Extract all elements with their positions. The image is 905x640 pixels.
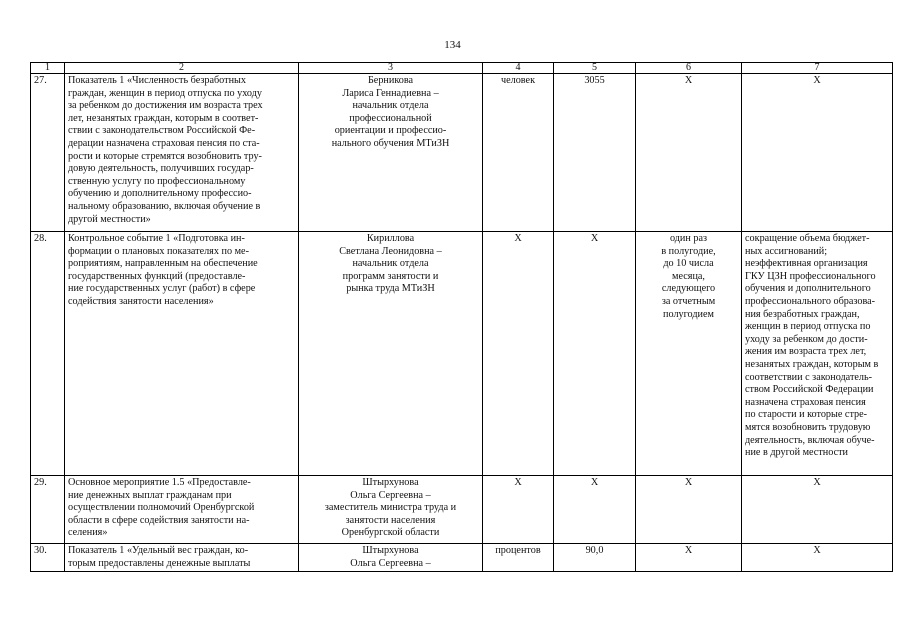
text-line: роприятиям, направленным на обеспечение [68, 258, 258, 270]
monitoring-table [30, 62, 893, 572]
text-line: ственную услугу по профессиональному [68, 175, 246, 187]
text-line: обучению и дополнительному профессио- [68, 188, 252, 200]
text-line: лет, незанятых граждан, которым в соответ- [68, 112, 259, 124]
text-line: Штырхунова [362, 545, 419, 556]
text-line: до 10 числа [663, 258, 714, 270]
text-line: области в сфере содействия занятости на- [68, 514, 250, 526]
text-line: Показатель 1 «Удельный вес граждан, ко- [68, 545, 249, 556]
text-line: рости и которые стремятся возобновить тру- [68, 150, 262, 162]
text-line: Основное мероприятие 1.5 «Предоставле- [68, 477, 251, 488]
text-line: за отчетным [661, 295, 716, 307]
responsible-cell [299, 74, 483, 232]
value-cell: 3055 [554, 74, 636, 232]
column-number: 5 [554, 63, 636, 74]
text-line: занятости населения [345, 514, 436, 526]
text-line: Оренбургской области [341, 527, 440, 539]
text-line: государственных функций (предоставле- [68, 270, 246, 282]
text-line: Х [684, 545, 693, 556]
item-name-cell [65, 232, 299, 476]
text-line: соответствии с законодатель- [745, 371, 873, 383]
item-name-cell [65, 544, 299, 572]
text-line: ных ассигнований; [745, 245, 828, 257]
text-line: полугодием [663, 308, 714, 320]
text-line: ориентации и профессио- [334, 125, 447, 137]
responsible-cell [299, 232, 483, 476]
text-line: торым предоставлены денежные выплаты [68, 557, 251, 569]
risk-cell [742, 476, 893, 544]
text-line: ние денежных выплат гражданам при [68, 489, 232, 501]
responsible-cell [299, 476, 483, 544]
text-line: заместитель министра труда и [324, 502, 457, 514]
table-row [31, 74, 893, 232]
risk-cell [742, 74, 893, 232]
text-line: назначена страховая пенсия [745, 396, 866, 408]
text-line: профессиональной [349, 112, 432, 124]
unit-cell: Х [483, 232, 554, 476]
responsible-cell [299, 544, 483, 572]
text-line: рынка труда МТиЗН [346, 283, 435, 295]
text-line: Х [813, 545, 821, 556]
unit-cell: процентов [483, 544, 554, 572]
deadline-cell [636, 476, 742, 544]
text-line: Х [813, 477, 821, 488]
text-line: обучения и дополнительного [745, 283, 871, 295]
page-number: 134 [444, 39, 461, 51]
row-number: 30. [31, 544, 65, 572]
table-row [31, 476, 893, 544]
column-number: 3 [299, 63, 483, 74]
column-number: 1 [31, 63, 65, 74]
text-line: нальному образованию, включая обучение в [68, 200, 261, 212]
text-line: Х [813, 75, 821, 86]
text-line: нального обучения МТиЗН [331, 137, 450, 149]
text-line: жения им возраста трех лет, [745, 346, 867, 358]
value-cell: Х [554, 232, 636, 476]
text-line: мятся возобновить трудовую [745, 421, 871, 433]
column-number: 2 [65, 63, 299, 74]
text-line: ние в другой местности [745, 447, 849, 459]
deadline-cell [636, 74, 742, 232]
text-line: селения» [68, 527, 108, 539]
text-line: Показатель 1 «Численность безработных [68, 75, 246, 86]
text-line: довую деятельность, получивших государ- [68, 163, 254, 175]
unit-cell: человек [483, 74, 554, 232]
text-line: женщин в период отпуска по [745, 321, 871, 333]
text-line: уходу за ребенком до дости- [745, 333, 868, 345]
column-number: 6 [636, 63, 742, 74]
row-number: 27. [31, 74, 65, 232]
column-number: 7 [742, 63, 893, 74]
row-number: 29. [31, 476, 65, 544]
text-line: неэффективная организация [745, 258, 868, 270]
row-number: 28. [31, 232, 65, 476]
text-line: незанятых граждан, которым в [745, 358, 879, 370]
text-line: формации о плановых показателях по ме- [68, 245, 249, 257]
column-number-row [31, 63, 893, 74]
text-line: по старости и которые стре- [745, 409, 868, 421]
text-line: следующего [661, 283, 716, 295]
text-line: Кириллова [366, 233, 415, 244]
table-row [31, 544, 893, 572]
text-line: ние государственных услуг (работ) в сфере [68, 283, 256, 295]
text-line: программ занятости и [342, 270, 439, 282]
text-line: месяца, [672, 270, 705, 282]
text-line: другой местности» [68, 213, 151, 225]
deadline-cell [636, 544, 742, 572]
text-line: Ольга Сергеевна – [350, 489, 431, 501]
text-line: начальник отдела [352, 258, 429, 270]
text-line: Х [684, 477, 693, 488]
value-cell: 90,0 [554, 544, 636, 572]
risk-cell [742, 232, 893, 476]
text-line: Контрольное событие 1 «Подготовка ин- [68, 233, 245, 244]
text-line: ством Российской Федерации [745, 384, 874, 396]
text-line: сокращение объема бюджет- [745, 233, 870, 244]
text-line: ствии с законодательством Российской Фе- [68, 125, 256, 137]
text-line: осуществлении полномочий Оренбургской [68, 502, 255, 514]
text-line: профессионального образова- [745, 295, 876, 307]
table-row [31, 232, 893, 476]
text-line: в полугодие, [661, 245, 716, 257]
text-line: ния безработных граждан, [745, 308, 860, 320]
text-line: Лариса Геннадиевна – [342, 87, 439, 99]
text-line: граждан, женщин в период отпуска по уходу [68, 87, 262, 99]
text-line: за ребенком до достижения им возраста трех [68, 100, 263, 112]
text-line: один раз [669, 233, 708, 244]
risk-cell [742, 544, 893, 572]
text-line: начальник отдела [352, 100, 429, 112]
column-number: 4 [483, 63, 554, 74]
text-line: содействия занятости населения» [68, 295, 214, 307]
item-name-cell [65, 476, 299, 544]
value-cell: Х [554, 476, 636, 544]
text-line: Ольга Сергеевна – [350, 557, 431, 569]
deadline-cell [636, 232, 742, 476]
text-line: Х [684, 75, 693, 86]
text-line: Берникова [367, 75, 414, 86]
text-line: Штырхунова [362, 477, 419, 488]
unit-cell: Х [483, 476, 554, 544]
text-line: Светлана Леонидовна – [339, 245, 442, 257]
text-line: деятельность, включая обуче- [745, 434, 875, 446]
item-name-cell [65, 74, 299, 232]
text-line: дерации назначена страховая пенсия по ста- [68, 137, 260, 149]
text-line: ГКУ ЦЗН профессионального [745, 270, 876, 282]
